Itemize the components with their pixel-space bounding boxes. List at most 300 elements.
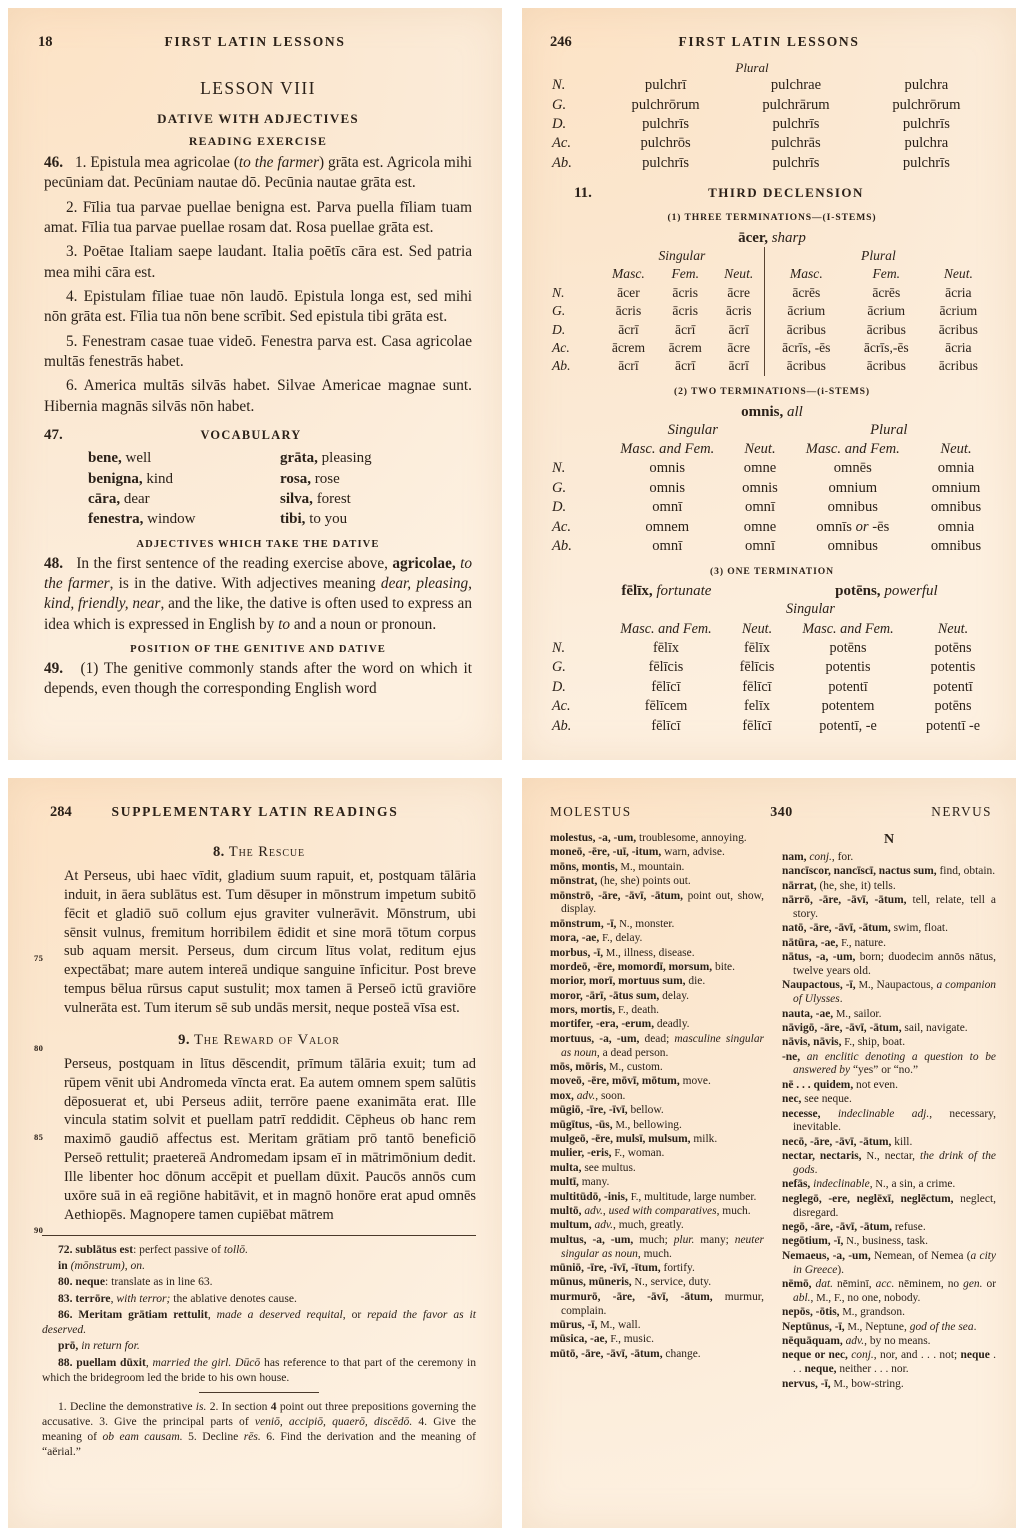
declension-cell: pulchrīs (902, 115, 950, 132)
vocabulary-item: bene, well (88, 450, 152, 467)
dictionary-entry: nepōs, -ōtis, M., grandson. (782, 1306, 905, 1319)
pulcher-plural-label: Plural (735, 60, 769, 75)
declension-cell: ācrī (618, 321, 639, 337)
dictionary-entry: nec, see neque. (782, 1093, 852, 1106)
group-header-plural: Plural (764, 247, 992, 265)
declension-cell: ācribus (938, 358, 978, 374)
guide-word-right: NERVUS (931, 804, 992, 819)
dictionary-entry: -ne, an enclitic denoting a question to be answered by “yes” or “no.” (782, 1050, 996, 1077)
declension-row (552, 339, 992, 357)
vocabulary-header (44, 427, 472, 444)
column-header: Fem. (671, 266, 700, 282)
column-header: Masc. and Fem. (620, 620, 712, 637)
case-label: D. (552, 678, 566, 695)
dictionary-column-right (782, 832, 996, 1520)
folio-number: 246 (550, 34, 572, 50)
dictionary-entry: moneō, -ēre, -uī, -itum, warn, advise. (550, 846, 725, 859)
case-label: Ab. (552, 154, 572, 171)
dictionary-entry: mōnstrat, (he, she) points out. (550, 875, 691, 888)
declension-cell: potentī (828, 678, 868, 695)
folio-number: 18 (38, 34, 53, 50)
dictionary-entry: mulgeō, -ēre, mulsī, mulsum, milk. (550, 1133, 718, 1146)
page-quadrant-top-left (0, 0, 512, 768)
spacer (552, 620, 600, 639)
declension-cell: pulchrīs (642, 154, 690, 171)
case-label: D. (552, 115, 567, 132)
dictionary-entry: mortifer, -era, -erum, deadly. (550, 1018, 690, 1031)
dictionary-entry: nārrat, (he, she, it) tells. (782, 879, 896, 892)
column-header: Fem. (872, 266, 901, 282)
felix-potens-titles (552, 583, 992, 600)
declension-cell: ācribus (866, 321, 906, 337)
dictionary-entry: nefās, indeclinable, N., a sin, a crime. (782, 1178, 956, 1191)
declension-cell: omnibus (930, 537, 982, 554)
declension-cell: ācrium (939, 303, 978, 319)
book-page-18 (8, 8, 502, 760)
declension-row (552, 639, 992, 658)
reading-sentence-2: 2. Fīlia tua parvae puellae benigna est. Parva puella fīliam tuam amat. Fīlia tua parvae puellae rosam dat. Rosa puellae grāta est. (44, 198, 472, 237)
declension-cell: pulchrōs (640, 135, 691, 152)
declension-cell: ācribus (764, 357, 848, 375)
dictionary-entry: negō, -āre, -āvī, -ātum, refuse. (782, 1221, 926, 1233)
running-head: FIRST LATIN LESSONS (164, 34, 346, 49)
declension-row (552, 320, 992, 338)
declension-row (552, 302, 992, 320)
dictionary-entry: molestus, -a, -um, troublesome, annoying. (550, 832, 747, 844)
dictionary-entry: multitūdō, -inis, F., multitude, large number. (550, 1190, 757, 1203)
vocabulary-column-left (88, 448, 280, 530)
book-page-246 (522, 8, 1016, 760)
case-label: G. (552, 96, 567, 113)
declension-row (552, 459, 992, 478)
declension-cell: ācrī (728, 358, 749, 374)
dictionary-entry: nectar, nectaris, N., nectar, the drink of the gods. (782, 1150, 996, 1177)
spacer (552, 265, 600, 283)
section-heading-reading-exercise: READING EXERCISE (188, 134, 328, 148)
vocabulary-item: grāta, pleasing (280, 450, 372, 467)
notes-divider (42, 1235, 476, 1236)
dictionary-entry: neglegō, -ere, neglēxī, neglēctum, neglect, disregard. (782, 1192, 996, 1219)
declension-cell: omnēs (833, 460, 872, 477)
case-label: N. (552, 77, 566, 94)
declension-cell: fēlīx (652, 640, 679, 657)
column-header: Neut. (940, 441, 972, 458)
declension-cell: omnia (937, 518, 975, 535)
section-11-number: 11. (574, 184, 592, 201)
column-header: Masc. and Fem. (620, 441, 715, 458)
acer-paradigm-title: ācer, sharp (738, 229, 806, 246)
dictionary-entry: murmurō, -āre, -āvī, -ātum, murmur, complain. (550, 1290, 764, 1317)
spacer (600, 600, 782, 619)
dictionary-entry: mors, mortis, F., death. (550, 1004, 660, 1017)
declension-cell: omnium (931, 479, 981, 496)
dictionary-entry: moveō, -ēre, mōvī, mōtum, move. (550, 1075, 711, 1088)
declension-cell: ācribus (938, 321, 978, 337)
grammar-text-49: (1) The genitive commonly stands after the word on which it depends, even though the corresponding English word (44, 660, 472, 698)
dictionary-entry: mūtō, -āre, -āvī, -ātum, change. (550, 1347, 701, 1360)
declension-cell: omnibus (827, 537, 878, 554)
group-header-singular: Singular (667, 421, 718, 438)
group-header-plural: Plural (870, 421, 908, 438)
declension-cell: pulchrōrum (631, 96, 700, 113)
declension-cell: pulchra (904, 77, 949, 94)
declension-cell: pulchrī (644, 77, 687, 94)
dictionary-entry: mora, -ae, F., delay. (550, 932, 643, 945)
declension-cell: omnis (649, 479, 686, 496)
dictionary-entry: natō, -āre, -āvī, -ātum, swim, float. (782, 922, 948, 935)
dictionary-entry: nē . . . quidem, not even. (782, 1078, 898, 1091)
dictionary-entry: mūgītus, -ūs, M., bellowing. (550, 1118, 682, 1131)
column-header: Neut. (744, 441, 776, 458)
exercises-divider (199, 1392, 319, 1393)
case-label: Ab. (552, 717, 572, 734)
declension-cell: ācris (725, 303, 752, 319)
declension-cell: omnī (745, 537, 776, 554)
column-header: Neut. (724, 266, 754, 282)
declension-row (552, 76, 992, 95)
declension-row (552, 658, 992, 677)
declension-cell: fēlīx (744, 640, 770, 657)
declension-cell: omnī (652, 499, 683, 516)
column-header: Masc. and Fem. (802, 620, 894, 637)
dictionary-entry: multa, see multus. (550, 1161, 636, 1174)
line-number: 75 (34, 953, 44, 963)
declension-cell: ācris (672, 284, 699, 300)
case-label: Ac. (552, 698, 571, 715)
declension-cell: potentī (933, 678, 973, 695)
acer-declension-table (552, 247, 992, 376)
vocabulary-item: cāra, dear (88, 490, 150, 507)
declension-cell: fēlīcī (742, 717, 772, 734)
declension-cell: ācrī (728, 321, 749, 337)
declension-cell: potentem (821, 698, 875, 715)
declension-cell: pulchra (904, 135, 949, 152)
column-header: Neut. (943, 266, 973, 282)
dictionary-entry: nēmō, dat. nēminī, acc. nēminem, no gen. or abl., M., F., no one, nobody. (782, 1277, 997, 1304)
omnis-declension-table (552, 421, 992, 557)
dictionary-entry: mūgiō, -īre, -īvī, bellow. (550, 1104, 664, 1117)
declension-cell: fēlīcī (742, 678, 772, 695)
declension-cell: potēns (934, 698, 972, 715)
felix-title: fēlīx, fortunate (621, 583, 712, 600)
book-page-340 (522, 778, 1016, 1528)
declension-cell: pulchrīs (642, 115, 690, 132)
declension-cell: pulchrīs (772, 115, 820, 132)
section-9-text: 85 90 Perseus, postquam in lītus dēscendit, prīmum tālāria exuit; tum ad rūpem vēnit ubi Andromeda vīncta erat. Ea autem omnem spem salūtis dēposuerat et, ubi Perseus adiit, terrōre paene exanimāta erat. Ille vincula statim solvit et puellam patrī reddidit. Cēpheus ob hanc rem maximō gaudiō affectus est. Meritam grātiam prō tantō beneficiō Perseō rettulit; praetereā Andromedam ipsam eī in mātrimōnium dedit. Ille libenter hoc dōnum accēpit et puellam dūxit. Paucōs annōs cum uxōre suā in eā regiōne habitāvit, et in magnō honōre erat apud omnēs Aethiopēs. Magnopere tamen cupiēbat mātrem (34, 1055, 476, 1235)
declension-cell: ācria (945, 339, 972, 355)
declension-cell: omnia (937, 460, 975, 477)
vocabulary-item: tibi, to you (280, 511, 348, 528)
case-label: D. (552, 499, 567, 516)
dictionary-column-left (550, 832, 764, 1520)
declension-cell: omnī (745, 499, 776, 516)
line-number: 90 (34, 1224, 44, 1235)
group-header-row (552, 421, 992, 440)
footnote-item: prō, in return for. (58, 1339, 140, 1353)
dictionary-entry: Naupactous, -ī, M., Naupactous, a companion of Ulysses. (782, 979, 997, 1006)
column-header-row (552, 265, 992, 283)
declension-cell: omnibus (827, 499, 878, 516)
reading-sentence-6: 6. America multās silvās habet. Silvae Americae magnae sunt. Hibernia magnās silvās nōn habet. (44, 377, 472, 415)
footnote-item: 80. neque: translate as in line 63. (58, 1275, 213, 1289)
dictionary-entry: mox, adv., soon. (550, 1089, 626, 1102)
footnote-item: 86. Meritam grātiam rettulit, made a deserved requital, or repaid the favor as it deserved. (42, 1307, 476, 1337)
declension-cell: felīx (744, 698, 770, 715)
section-9-title: 9. The Reward of Valor (178, 1031, 340, 1048)
dictionary-entry: nātus, -a, -um, born; duodecim annōs nātus, twelve years old. (782, 951, 996, 977)
page-quadrant-bottom-right (512, 768, 1024, 1536)
footnote-item: 72. sublātus est: perfect passive of tollō. (58, 1242, 248, 1256)
dictionary-entry: nātūra, -ae, F., nature. (782, 936, 886, 949)
dictionary-entry: nauta, -ae, M., sailor. (782, 1007, 882, 1020)
case-label: N. (552, 460, 566, 477)
reading-sentence-5: 5. Fenestram casae tuae videō. Fenestra parva est. Casa agricolae multās fenestrās habet. (44, 332, 472, 371)
declension-cell: omne (743, 460, 777, 477)
declension-cell: pulchrōrum (892, 96, 961, 113)
column-header-row (552, 620, 992, 639)
folio-number: 284 (50, 804, 72, 820)
declension-cell: ācrium (867, 303, 906, 319)
dictionary-entry: mōns, montis, M., mountain. (550, 860, 685, 873)
dictionary-entry: nancīscor, nancīscī, nactus sum, find, obtain. (782, 865, 996, 878)
group-header-row (552, 600, 992, 619)
declension-cell: pulchrīs (772, 154, 820, 171)
declension-cell: omnis (742, 479, 778, 496)
dictionary-entry: mōnstrum, -ī, N., monster. (550, 917, 675, 930)
declension-cell: ācrēs (872, 284, 901, 300)
vocabulary-title: VOCABULARY (200, 428, 302, 443)
vocabulary-section-number: 47. (44, 427, 63, 444)
dictionary-entry: multus, -a, -um, much; plur. many; neuter singular as noun, much. (550, 1233, 764, 1260)
column-header: Neut. (741, 620, 773, 637)
dictionary-entry: Nemaeus, -a, -um, Nemean, of Nemea (a city in Greece). (782, 1249, 996, 1276)
vocabulary-item: fenestra, window (88, 511, 196, 528)
declension-cell: omnis (649, 460, 686, 477)
dictionary-entry: nēquāquam, adv., by no means. (782, 1334, 931, 1347)
subhead-adjectives-take-dative: ADJECTIVES WHICH TAKE THE DATIVE (136, 538, 380, 550)
page-quadrant-bottom-left (0, 768, 512, 1536)
declension-cell: omnī (652, 537, 683, 554)
dictionary-entry: morior, morī, mortuus sum, die. (550, 975, 706, 988)
declension-cell: omnem (645, 518, 690, 535)
declension-cell: ācre (727, 284, 751, 300)
footnotes-list (42, 1242, 476, 1386)
declension-row (552, 134, 992, 153)
declension-cell: potēns (829, 640, 867, 657)
vocabulary-item: rosa, rose (280, 470, 340, 487)
declension-row (552, 357, 992, 375)
dictionary-entry: morbus, -ī, M., illness, disease. (550, 946, 695, 959)
dictionary-entry: neque or nec, conj., nor, and . . . not; neque . . . neque, neither . . . nor. (782, 1349, 996, 1376)
reading-section-number: 46. (44, 154, 64, 171)
case-label: Ab. (552, 358, 571, 374)
declension-cell: omne (743, 518, 777, 535)
declension-cell: ācer (617, 284, 640, 300)
case-label: Ac. (552, 518, 572, 535)
declension-row (552, 284, 992, 302)
declension-cell: ācrīs,-ēs (863, 339, 909, 355)
declension-cell: omnium (828, 479, 878, 496)
reading-sentence-1: 46. 1. Epistula mea agricolae (to the farmer) grāta est. Agricola mihi pecūniam dat. Pecūniam nautae dō. Pecūnia nautae grāta est. (44, 154, 472, 192)
case-label: D. (552, 321, 566, 337)
declension-cell: fēlīcis (648, 659, 684, 676)
dictionary-entry: nāvigō, -āre, -āvī, -ātum, sail, navigate. (782, 1021, 968, 1034)
subhead-position-genitive-dative: POSITION OF THE GENITIVE AND DATIVE (130, 644, 386, 656)
column-header: Neut. (937, 620, 969, 637)
declension-row (552, 537, 992, 556)
case-label: G. (552, 479, 567, 496)
dictionary-entry: mūniō, -īre, -īvī, -ītum, fortify. (550, 1261, 695, 1274)
declension-cell: ācria (945, 284, 972, 300)
declension-cell: potentī, -e (819, 717, 877, 734)
declension-cell: ācrium (764, 302, 848, 320)
book-page-284 (8, 778, 502, 1528)
group-header-singular: Singular (786, 601, 835, 618)
declension-cell: omnīs or -ēs (816, 518, 890, 535)
declension-cell: pulchrae (770, 77, 822, 94)
dictionary-entry: mortuus, -a, -um, dead; masculine singular as noun, a dead person. (550, 1032, 765, 1059)
grammar-paragraph-49 (44, 659, 472, 700)
declension-cell: potentī -e (926, 717, 980, 734)
running-head: SUPPLEMENTARY LATIN READINGS (111, 804, 399, 819)
section-11-header (552, 185, 992, 202)
declension-cell: ācrem (668, 339, 702, 355)
declension-cell: ācrī (675, 321, 696, 337)
declension-cell: ācrīs, -ēs (764, 339, 848, 357)
group-header-singular: Singular (658, 248, 706, 264)
reading-sentence-3: 3. Poētae Italiam saepe laudant. Italia poētīs cāra est. Sed patria mea mihi cāra est. (44, 243, 472, 281)
dictionary-entry: mūnus, mūneris, N., service, duty. (550, 1276, 712, 1289)
declension-row (552, 115, 992, 134)
dictionary-entry: mūsica, -ae, F., music. (550, 1333, 654, 1346)
dictionary-entry: mūrus, -ī, M., wall. (550, 1318, 641, 1331)
column-header: Masc. and Fem. (805, 441, 900, 458)
column-header-row (552, 440, 992, 459)
vocabulary-item: silva, forest (280, 490, 351, 507)
declension-row (552, 716, 992, 735)
declension-cell: fēlīcī (651, 678, 681, 695)
declension-row (552, 479, 992, 498)
dictionary-entry: multum, adv., much, greatly. (550, 1219, 684, 1232)
section-8-text: 75 80 At Perseus, ubi haec vīdit, gladium suum rapuit, et, postquam tālāria induit, in āera sublātus est. Tum dēsuper in mōnstrum impetum subitō fēcit et gladiō suō collum ejus graviter vulnerāvit. Mōnstrum, ubi sēnsit vulnus, fremitum horribilem ēdidit et sine morā tōtum corpus sub aquam mersit. Perseus, dum circum lītus volat, reditum ejus expectābat; mare autem intereā undique sanguine īnficitur. Post breve tempus bēlua rūrsus caput sustulit; mox tamen ā Perseō ictū graviōre vulnerāta est. Tum iterum sē sub undās mersit, neque posteā vīsa est. (34, 868, 476, 1053)
section-8-title: 8. The Rescue (212, 844, 306, 860)
folio-number: 340 (770, 805, 793, 820)
declension-cell: ācris (672, 303, 699, 319)
case-label: Ac. (552, 135, 572, 152)
lesson-title: LESSON VIII (200, 78, 316, 98)
subhead-three-terminations: (1) THREE TERMINATIONS—(I-STEMS) (667, 211, 877, 223)
column-header: Masc. (764, 265, 848, 283)
reading-sentence-4: 4. Epistulam fīliae tuae nōn laudō. Epistula longa est, sed mihi nōn grāta est. Fīlia tua nōn bene scrībit. Sed epistula tibi grāta est. (44, 288, 472, 326)
grammar-section-number-49: 49. (44, 660, 64, 678)
case-label: G. (552, 659, 566, 676)
letter-heading-n: N (883, 832, 895, 847)
dictionary-entry: nāvis, nāvis, F., ship, boat. (782, 1036, 906, 1049)
declension-cell: ācribus (866, 358, 906, 374)
declension-cell: ācris (615, 303, 642, 319)
running-head: FIRST LATIN LESSONS (678, 34, 860, 49)
case-label: Ab. (552, 537, 572, 554)
declension-row (552, 678, 992, 697)
footnote-item: 83. terrōre, with terror; the ablative denotes cause. (58, 1291, 297, 1305)
declension-cell: potentis (825, 659, 871, 676)
declension-row (552, 697, 992, 716)
subhead-two-terminations: (2) TWO TERMINATIONS—(i-STEMS) (674, 385, 870, 397)
declension-cell: pulchrās (771, 135, 821, 152)
grammar-section-number-48: 48. (44, 554, 64, 572)
dictionary-entry: Neptūnus, -ī, M., Neptune, god of the sea. (782, 1320, 977, 1333)
line-number: 85 (34, 1131, 44, 1142)
case-label: N. (552, 284, 565, 300)
declension-cell: potēns (934, 640, 972, 657)
dictionary-entry: nervus, -ī, M., bow-string. (782, 1377, 904, 1390)
grammar-paragraph-48: 48. In the first sentence of the reading exercise above, agricolae, to the farmer, is in the dative. With adjectives meaning dear, pleasing, kind, friendly, near, and the like, the dative is often used to express an idea which is expressed in English by to and a noun or pronoun. (44, 554, 472, 633)
dictionary-entry: necō, -āre, -āvī, -ātum, kill. (782, 1135, 913, 1148)
case-label: G. (552, 303, 566, 319)
dictionary-entry: multō, adv., used with comparatives, much. (550, 1204, 751, 1217)
dictionary-entry: nam, conj., for. (782, 851, 854, 863)
declension-cell: fēlīcem (644, 698, 688, 715)
case-label: Ac. (552, 339, 570, 355)
page-quadrant-top-right (512, 0, 1024, 768)
group-header-row (552, 247, 992, 265)
declension-cell: ācrem (611, 339, 646, 355)
case-label: N. (552, 640, 566, 657)
dictionary-entry: mordeō, -ēre, momordī, morsum, bite. (550, 960, 735, 973)
dictionary-running-head (550, 804, 992, 821)
footnote-item: in (mōnstrum), on. (58, 1258, 145, 1272)
declension-cell: ācrēs (764, 284, 848, 302)
declension-row (552, 95, 992, 114)
declension-cell: fēlīcī (651, 717, 681, 734)
declension-cell: fēlīcis (739, 659, 775, 676)
vocabulary-item: benigna, kind (88, 470, 174, 487)
spacer (552, 440, 600, 459)
dictionary-entry: mulier, -eris, F., woman. (550, 1147, 665, 1160)
potens-title: potēns, powerful (835, 583, 938, 600)
declension-cell: pulchrārum (762, 96, 830, 113)
declension-cell: potentis (930, 659, 976, 676)
exercises-block (42, 1399, 476, 1459)
declension-cell: ācrī (618, 358, 639, 374)
guide-word-left: MOLESTUS (550, 804, 632, 819)
section-heading-dative-with-adjectives: DATIVE WITH ADJECTIVES (157, 111, 359, 126)
declension-row (552, 154, 992, 173)
footnote-item: 88. puellam dūxit, married the girl. Dūcō has reference to that part of the ceremony in which the bridegroom led the bride to his own house. (42, 1355, 476, 1384)
section-11-title: THIRD DECLENSION (708, 184, 864, 200)
declension-cell: pulchrīs (902, 154, 950, 171)
column-header: Masc. (611, 266, 645, 282)
declension-row (552, 498, 992, 517)
dictionary-entry: nārrō, -āre, -āvī, -ātum, tell, relate, tell a story. (782, 894, 996, 920)
vocabulary-column-right (280, 448, 472, 530)
pulcher-plural-table (552, 76, 992, 173)
dictionary-entry: multī, many. (550, 1176, 610, 1189)
dictionary-entry: necesse, indeclinable adj., necessary, inevitable. (782, 1107, 996, 1134)
vocabulary-list (44, 448, 472, 530)
subhead-one-termination: (3) ONE TERMINATION (710, 566, 834, 578)
declension-cell: ācre (727, 339, 751, 355)
declension-row (552, 517, 992, 536)
felix-potens-declension-table (552, 600, 992, 736)
declension-cell: omnibus (930, 499, 982, 516)
declension-cell: ācribus (764, 320, 848, 338)
dictionary-entry: moror, -ārī, -ātus sum, delay. (550, 989, 690, 1002)
omnis-paradigm-title: omnis, all (741, 403, 803, 420)
dictionary-entry: mōnstrō, -āre, -āvī, -ātum, point out, show, display. (550, 889, 764, 916)
dictionary-entry: negōtium, -ī, N., business, task. (782, 1235, 928, 1248)
exercises-text: 1. Decline the demonstrative is. 2. In section 4 point out three prepositions governing the accusative. 3. Give the principal parts of veniō, accipiō, quaerō, discēdō. 4. Give the meaning of ob eam causam. 5. Decline rēs. 6. Find the derivation and the meaning of “aërial.” (42, 1400, 477, 1459)
